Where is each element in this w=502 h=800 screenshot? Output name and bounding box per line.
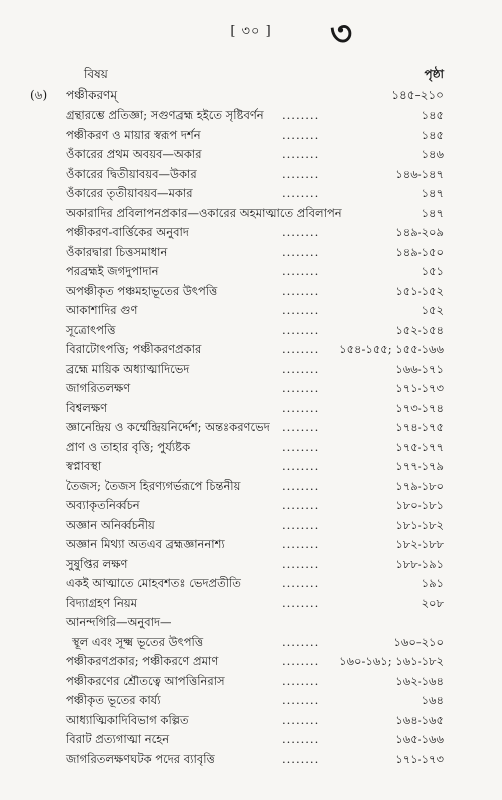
toc-entry-dots: ........ (282, 420, 320, 434)
toc-entry-page: ১৬৫-১৬৬ (395, 732, 444, 746)
toc-entry-text: স্থূল এবং সূক্ষ্ম ভূতের উৎপত্তি (72, 634, 204, 649)
toc-entry-dots: ........ (282, 381, 320, 395)
toc-entry-text: অব্যাকৃতনির্ব্বচন (66, 498, 140, 512)
toc-row (0, 633, 502, 653)
toc-entry-dots: ........ (282, 400, 320, 415)
toc-entry-dots: ........ (282, 322, 320, 337)
toc-entry-page: ১৪৫ (421, 108, 444, 122)
toc-entry-dots: ........ (282, 264, 320, 278)
toc-entry-page: ১৫৪-১৫৫; ১৫৫-১৬৬ (339, 342, 444, 356)
toc-entry-text: ওঁকারদ্বারা চিত্তসমাধান (66, 244, 168, 259)
toc-entry-text: পঞ্চীকৃত ভূতের কার্য্য (66, 693, 161, 707)
toc-row (0, 321, 502, 341)
toc-entry-text: আকাশাদির গুণ (66, 303, 138, 317)
toc-row (0, 555, 502, 575)
toc-entry-page: ১৬০–২১০ (393, 634, 444, 649)
toc-entry-text: সূত্রোৎপত্তি (66, 322, 116, 337)
toc-entry-text: পরব্রহ্মই জগদুপাদান (66, 264, 159, 278)
toc-entry-dots: ........ (282, 439, 320, 454)
toc-entry-page: ১৭৯-১৮০ (395, 478, 444, 493)
toc-entry-page: ১৮৮-১৯১ (395, 556, 444, 571)
toc-entry-text: আনন্দগিরি—অনুবাদ— (66, 615, 172, 629)
toc-row (0, 106, 502, 126)
toc-entry-page: ১৪৬ (421, 147, 444, 161)
toc-entry-page: ১৪৬-১৪৭ (395, 166, 444, 181)
toc-row (0, 301, 502, 321)
toc-entry-text: তৈজস; তৈজস হিরণ্যগর্ভরূপে চিন্তনীয় (66, 478, 241, 493)
toc-entry-page: ১৬২-১৬৪ (395, 673, 444, 688)
toc-entry-text: ওঁকারের তৃতীয়াবয়ব—মকার (66, 186, 193, 200)
toc-entry-page: ১৬৪-১৬৫ (395, 712, 444, 727)
toc-entry-dots: ........ (282, 342, 320, 356)
toc-row (0, 126, 502, 146)
page-column-header: পৃষ্ঠা (424, 67, 444, 81)
toc-row (0, 711, 502, 731)
toc-entry-page: ১৮১-১৮২ (395, 517, 444, 532)
toc-entry-text: বিদ্যাগ্রহণ নিয়ম (66, 595, 137, 610)
toc-entry-page: ১৪৭ (421, 205, 444, 220)
toc-entry-dots: ........ (282, 712, 320, 727)
toc-entry-dots: ........ (282, 576, 320, 590)
toc-entry-text: একই আত্মাতে মোহবশতঃ ভেদপ্রতীতি (66, 576, 241, 590)
toc-row (0, 360, 502, 380)
toc-row (0, 418, 502, 438)
toc-row (0, 243, 502, 263)
toc-row (0, 535, 502, 555)
toc-entry-text: বিরাটোৎপত্তি; পঞ্চীকরণপ্রকার (66, 342, 202, 356)
toc-entry-dots: ........ (282, 634, 320, 649)
toc-entry-page: ১৮২-১৮৮ (395, 537, 444, 551)
toc-entry-text: আধ্যাত্মিকাদিবিভাগ কল্পিত (66, 712, 189, 727)
toc-entry-dots: ........ (282, 732, 320, 746)
page-marker: [ ৩০ ] (230, 24, 272, 39)
toc-entry-page: ১৫২ (421, 303, 444, 317)
toc-entry-dots: ........ (282, 225, 320, 239)
toc-entry-dots: ........ (282, 556, 320, 571)
toc-entry-page: ১৭১-১৭৩ (395, 751, 444, 766)
toc-entry-dots: ........ (282, 537, 320, 551)
toc-entry-page: ১৫১ (421, 264, 444, 278)
toc-row (0, 204, 502, 224)
toc-entry-page: ১৫১-১৫২ (395, 283, 444, 298)
toc-entry-text: স্বপ্নাবস্থা (66, 459, 102, 473)
toc-entry-text: সুষুপ্তির লক্ষণ (66, 556, 128, 571)
toc-entry-page: ১৭৪-১৭৫ (395, 420, 444, 434)
toc-entry-dots: ........ (282, 517, 320, 532)
toc-entry-text: পঞ্চীকরণের শ্রৌতত্বে আপত্তিনিরাস (66, 673, 225, 688)
toc-entry-dots: ........ (282, 498, 320, 512)
toc-entry-page: ১৭৫-১৭৭ (395, 439, 444, 454)
toc-entry-dots: ........ (282, 751, 320, 766)
toc-row (0, 379, 502, 399)
section-number: (৬) (30, 88, 48, 102)
toc-entry-text: গ্রন্থারম্ভে প্রতিজ্ঞা; সগুণব্রহ্ম হইতে সৃষ্টিবর্ণন (66, 108, 264, 122)
toc-row (0, 730, 502, 750)
toc-entry-dots: ........ (282, 693, 320, 707)
toc-row (0, 282, 502, 302)
toc-row (0, 613, 502, 633)
toc-entry-text: জাগরিতলক্ষণ (66, 381, 131, 395)
toc-entry-dots: ........ (282, 244, 320, 259)
toc-row (0, 438, 502, 458)
section-title: পঞ্চীকরণম্ (66, 88, 117, 102)
toc-entry-page: ১৪৫ (421, 127, 444, 142)
toc-row (0, 145, 502, 165)
toc-row (0, 652, 502, 672)
subject-column-header: বিষয় (84, 67, 108, 81)
toc-entry-text: অজ্ঞান মিথ্যা অতএব ব্রহ্মজ্ঞাননাশ্য (66, 537, 225, 551)
toc-entry-text: জাগরিতলক্ষণঘটক পদের ব্যাবৃত্তি (66, 751, 215, 766)
toc-row (0, 262, 502, 282)
toc-entry-dots: ........ (282, 127, 320, 142)
toc-entry-dots: ........ (282, 478, 320, 493)
toc-list (0, 106, 502, 769)
toc-row (0, 594, 502, 614)
toc-entry-page: ১৯১ (421, 576, 444, 590)
toc-entry-dots: ........ (282, 654, 320, 668)
toc-entry-page: ১৬০-১৬১; ১৬১-১৮২ (339, 654, 444, 668)
toc-entry-page: ১৪৭ (421, 186, 444, 200)
chapter-number: ৩ (330, 14, 353, 54)
toc-row (0, 165, 502, 185)
toc-entry-dots: ........ (282, 361, 320, 376)
toc-entry-text: পঞ্চীকরণপ্রকার; পঞ্চীকরণে প্রমাণ (66, 654, 219, 668)
toc-row (0, 477, 502, 497)
toc-row (0, 399, 502, 419)
toc-entry-text: ব্রহ্মে মায়িক অধ্যাত্মাদিভেদ (66, 361, 190, 376)
toc-entry-dots: ........ (282, 283, 320, 298)
toc-entry-page: ১৫২-১৫৪ (395, 322, 444, 337)
toc-row (0, 516, 502, 536)
toc-row (0, 574, 502, 594)
toc-entry-text: অকারাদির প্রবিলাপনপ্রকার—ওকারের অহমাত্মাতে প্রবিলাপন (66, 205, 342, 220)
toc-entry-page: ১৬৬-১৭১ (395, 361, 444, 376)
toc-entry-text: অপঞ্চীকৃত পঞ্চমহাভূতের উৎপত্তি (66, 283, 218, 298)
toc-entry-text: ওঁকারের প্রথম অবয়ব—অকার (66, 147, 202, 161)
toc-entry-page: ২০৮ (421, 595, 444, 610)
toc-entry-text: প্রাণ ও তাহার বৃত্তি; পুর্য্যষ্টক (66, 439, 191, 454)
toc-row (0, 496, 502, 516)
toc-entry-dots: ........ (282, 673, 320, 688)
toc-entry-page: ১৮০-১৮১ (395, 498, 444, 512)
toc-row (0, 340, 502, 360)
toc-row (0, 457, 502, 477)
toc-entry-page: ১৪৯-২০৯ (395, 225, 444, 239)
toc-row (0, 691, 502, 711)
toc-entry-dots: ........ (282, 595, 320, 610)
toc-row (0, 223, 502, 243)
toc-entry-page: ১৭১-১৭৩ (395, 381, 444, 395)
toc-row (0, 750, 502, 770)
toc-entry-text: অজ্ঞান অনির্ব্বচনীয় (66, 517, 155, 532)
toc-entry-text: পঞ্চীকরণ-বার্ত্তিকের অনুবাদ (66, 225, 189, 239)
toc-entry-page: ১৭৭-১৭৯ (395, 459, 444, 473)
toc-row (0, 672, 502, 692)
toc-entry-dots: ........ (282, 303, 320, 317)
toc-row (0, 184, 502, 204)
toc-entry-dots: ........ (282, 459, 320, 473)
section-page-range: ১৪৫–২১০ (391, 88, 444, 102)
toc-entry-dots: ........ (282, 147, 320, 161)
toc-entry-page: ১৭৩-১৭৪ (395, 400, 444, 415)
toc-entry-text: বিরাট প্রত্যগাত্মা নহেন (66, 732, 170, 746)
toc-entry-page: ১৬৪ (421, 693, 444, 707)
toc-entry-text: বিশ্বলক্ষণ (66, 400, 108, 415)
toc-entry-page: ১৪৯-১৫০ (395, 244, 444, 259)
toc-entry-dots: ........ (282, 108, 320, 122)
toc-entry-text: পঞ্চীকরণ ও মায়ার স্বরূপ দর্শন (66, 127, 201, 142)
toc-entry-text: জ্ঞানেন্দ্রিয় ও কর্ম্মেন্দ্রিয়নির্দ্দেশ; অন্তঃকরণভেদ (66, 420, 270, 434)
toc-entry-dots: ........ (282, 186, 320, 200)
toc-entry-dots: ........ (282, 166, 320, 181)
toc-entry-text: ওঁকারের দ্বিতীয়াবয়ব—উকার (66, 166, 197, 181)
